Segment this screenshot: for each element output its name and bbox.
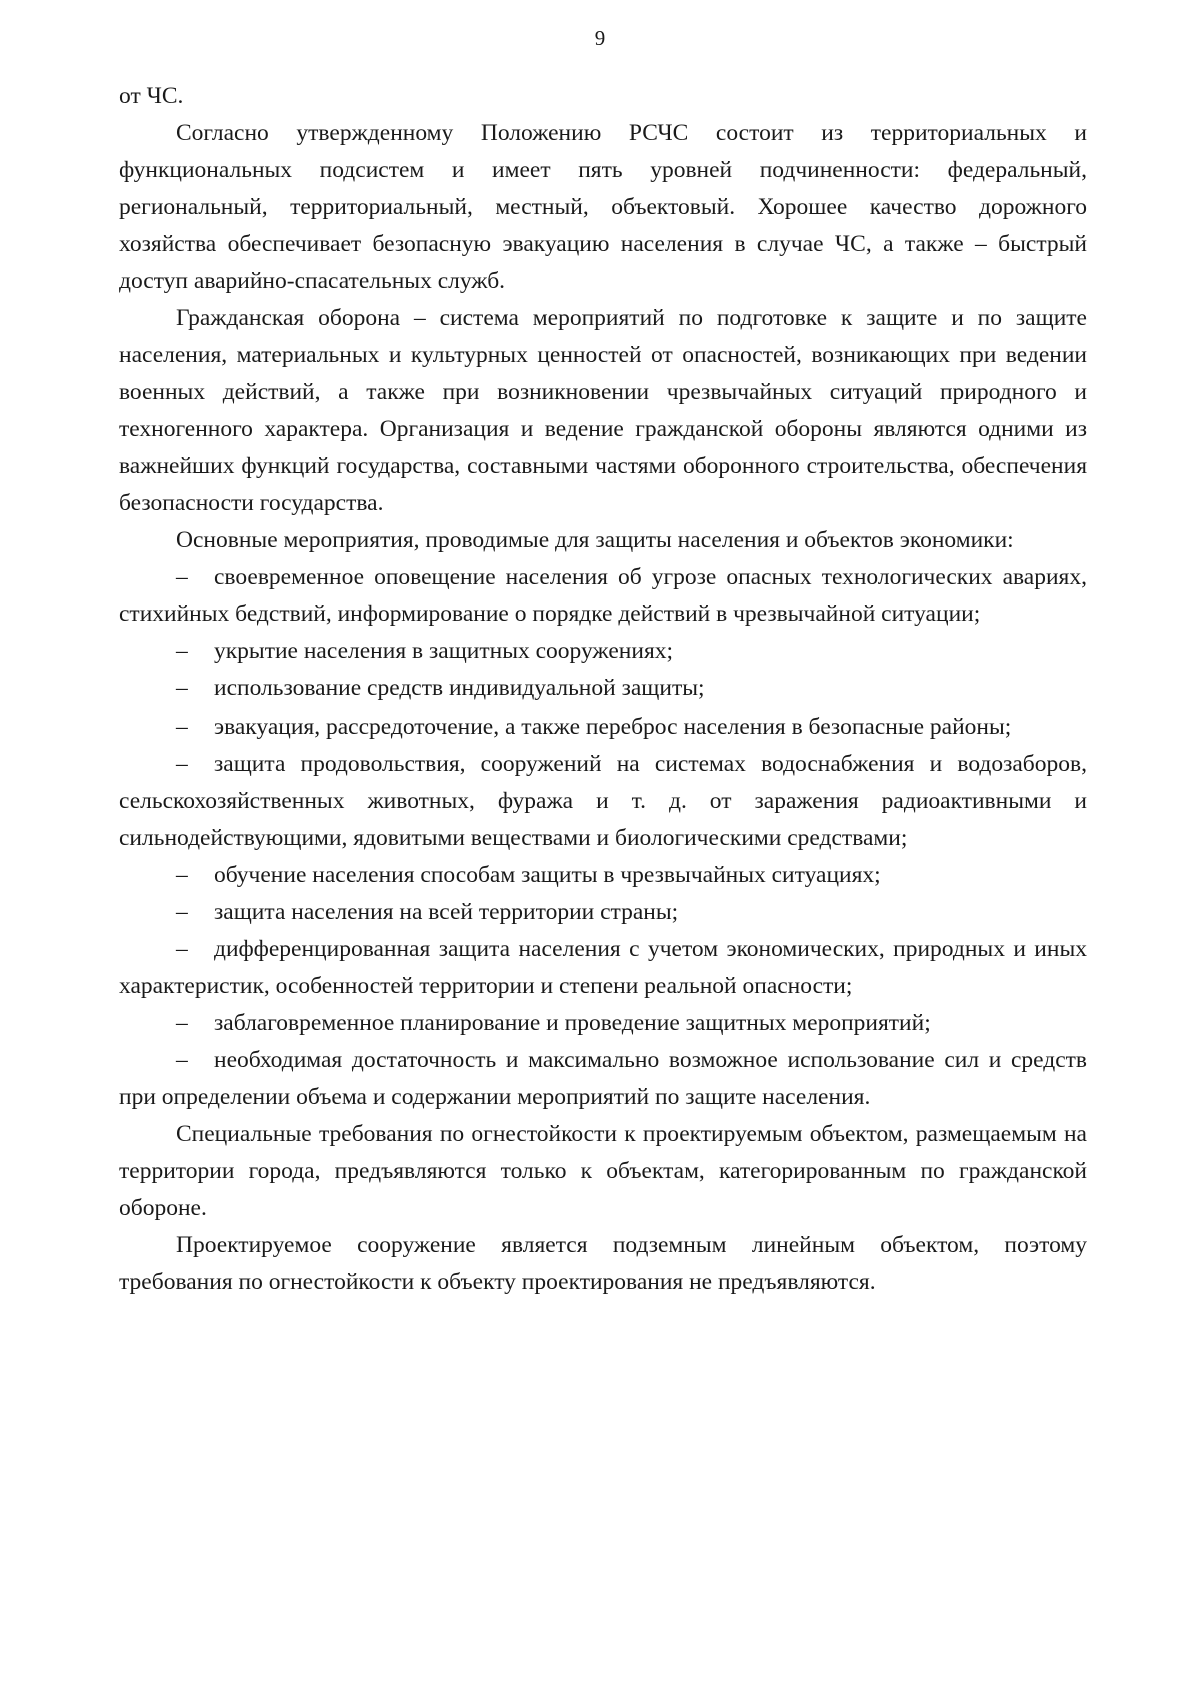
list-item-text: использование средств индивидуальной защиты; (214, 675, 705, 701)
paragraph-main-measures: Основные мероприятия, проводимые для защиты населения и объектов экономики: (176, 527, 1014, 553)
list-item (119, 1042, 1087, 1116)
list-item (119, 559, 1087, 633)
continuation-line: от ЧС. (119, 83, 184, 109)
list-item-text: своевременное оповещение населения об угрозе опасных технологических авариях, стихийных бедствий, информирование о порядке действий в чрезвычайной ситуации; (119, 564, 1087, 627)
dash-bullet: – (176, 751, 188, 777)
list-item-text: эвакуация, рассредоточение, а также переброс населения в безопасные районы; (214, 714, 1012, 740)
list-item-text: защита продовольствия, сооружений на системах водоснабжения и водозаборов, сельскохозяйственных животных, фуража и т. д. от заражения радиоактивными и сильнодействующими, ядовитыми веществами и биологическими средствами; (119, 751, 1087, 851)
paragraph-rschs: Согласно утвержденному Положению РСЧС состоит из территориальных и функциональных подсистем и имеет пять уровней подчиненности: федеральный, региональный, территориальный, местный, объектовый. Хорошее качество дорожного хозяйства обеспечивает безопасную эвакуацию населения в случае ЧС, а также – быстрый доступ аварийно-спасательных служб. (119, 120, 1087, 294)
list-item-text: обучение населения способам защиты в чрезвычайных ситуациях; (214, 862, 881, 888)
dash-bullet: – (176, 638, 188, 664)
paragraph-fire-requirements: Специальные требования по огнестойкости к проектируемым объектом, размещаемым на территории города, предъявляются только к объектам, категорированным по гражданской обороне. (119, 1121, 1087, 1221)
dash-bullet: – (176, 714, 188, 740)
dash-bullet: – (176, 564, 188, 590)
dash-bullet: – (176, 936, 188, 962)
document-body (119, 78, 1087, 1301)
paragraph-underground-object: Проектируемое сооружение является подземным линейным объектом, поэтому требования по огнестойкости к объекту проектирования не предъявляются. (119, 1232, 1087, 1295)
list-item (119, 746, 1087, 857)
list-item (119, 931, 1087, 1005)
list-item-text: необходимая достаточность и максимально возможное использование сил и средств при определении объема и содержании мероприятий по защите населения. (119, 1047, 1087, 1110)
list-item (119, 670, 1087, 707)
dash-bullet: – (176, 1010, 188, 1036)
list-item-text: дифференцированная защита населения с учетом экономических, природных и иных характеристик, особенностей территории и степени реальной опасности; (119, 936, 1087, 999)
dash-bullet: – (176, 675, 188, 701)
list-item (119, 633, 1087, 670)
dash-bullet: – (176, 899, 188, 925)
dash-bullet: – (176, 862, 188, 888)
list-item (119, 709, 1087, 746)
list-item-text: защита населения на всей территории страны; (214, 899, 679, 925)
paragraph-civil-defense: Гражданская оборона – система мероприятий по подготовке к защите и по защите населения, материальных и культурных ценностей от опасностей, возникающих при ведении военных действий, а также при возникновении чрезвычайных ситуаций природного и техногенного характера. Организация и ведение гражданской обороны являются одними из важнейших функций государства, составными частями оборонного строительства, обеспечения безопасности государства. (119, 305, 1087, 516)
list-item (119, 857, 1087, 894)
list-item (119, 1005, 1087, 1042)
list-item-text: укрытие населения в защитных сооружениях; (214, 638, 674, 664)
list-item-text: заблаговременное планирование и проведение защитных мероприятий; (214, 1010, 931, 1036)
page-number: 9 (594, 26, 606, 50)
dash-bullet: – (176, 1047, 188, 1073)
list-item (119, 894, 1087, 931)
